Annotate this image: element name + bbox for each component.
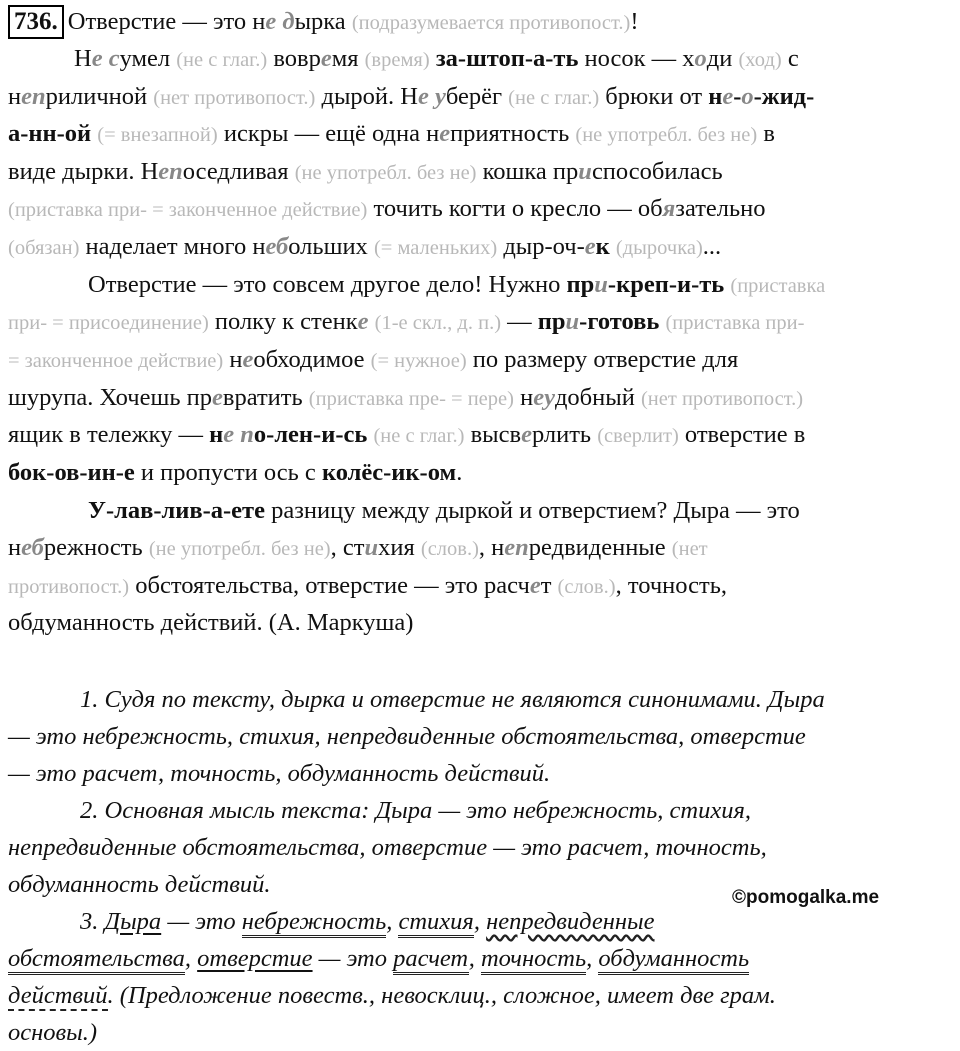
text-fragment: умел <box>119 45 177 72</box>
text-fragment: способилась <box>591 158 723 185</box>
morpheme-word: н <box>708 83 723 110</box>
comma: , <box>468 945 481 972</box>
text-fragment: обстоятельства, отверстие — это расч <box>129 572 530 599</box>
predicate-word: обстоятельства <box>8 945 185 975</box>
morpheme-word: за-штоп-а-ть <box>435 45 579 72</box>
text-fragment: точить когти о кресло — об <box>367 195 663 222</box>
subject-word: отверстие <box>197 945 313 972</box>
text-line <box>8 154 723 191</box>
highlighted-letter: е <box>521 421 532 448</box>
text-fragment: вовр <box>267 45 321 72</box>
answer-3-line-3 <box>8 977 776 1014</box>
text-fragment: носок — х <box>578 45 695 72</box>
text-fragment: ырка <box>294 8 352 35</box>
text-line <box>8 455 462 491</box>
predicate-word: небрежность <box>242 908 386 938</box>
text-fragment: н <box>223 346 243 373</box>
text-fragment: с <box>781 45 799 72</box>
text-line <box>8 380 803 417</box>
answer-2-line-2: непредвиденные обстоятельства, отверстие — это расчет, точность, <box>8 834 767 861</box>
grammar-note: (= нужное) <box>370 350 467 372</box>
grammar-note: (сверлит) <box>597 425 679 447</box>
text-fragment: хия <box>378 534 421 561</box>
text-line <box>74 41 799 78</box>
text-fragment: кошка пр <box>476 158 579 185</box>
text-fragment: обходимое <box>253 346 371 373</box>
text-line <box>88 493 800 529</box>
highlighted-letter: е <box>242 346 254 373</box>
grammar-note: (= внезапной) <box>97 124 218 146</box>
morpheme-word: - <box>733 83 742 110</box>
subject-word: Дыра <box>104 908 162 935</box>
morpheme-word: -жид- <box>753 83 815 110</box>
grammar-note: (не с глаг.) <box>176 49 268 71</box>
grammar-note: (нет противопост.) <box>153 87 316 109</box>
highlighted-letter: е <box>223 421 241 448</box>
text-line <box>8 417 805 454</box>
answer-1-line-2: — это небрежность, стихия, непредвиденные обстоятельства, отверстие <box>8 723 806 750</box>
highlighted-letter: еб <box>21 534 44 561</box>
text-fragment: редвиденные <box>528 534 672 561</box>
grammar-note: (не с глаг.) <box>508 87 600 109</box>
text-line <box>8 304 804 341</box>
highlighted-letter: д <box>282 8 295 35</box>
grammar-note: (ход) <box>738 49 782 71</box>
attribute-word: непредвиденные <box>486 908 655 935</box>
answer-2-line-1: 2. Основная мысль текста: Дыра — это небрежность, стихия, <box>80 797 751 824</box>
highlighted-letter: е <box>357 308 369 335</box>
text-fragment: Отверстие — это совсем другое дело! Нужно <box>88 271 567 298</box>
grammar-note: (приставка при- = законченное действие) <box>8 199 368 221</box>
highlighted-letter: у <box>434 83 446 110</box>
morpheme-word: У-лав-лив-а-ете <box>88 497 265 524</box>
answer-3-line-1 <box>80 903 655 940</box>
text-fragment: дырой. Н <box>315 83 418 110</box>
text-line <box>88 267 825 304</box>
highlighted-letter: е <box>265 8 277 35</box>
comma: , <box>586 945 599 972</box>
answer-1-line-1: 1. Судя по тексту, дырка и отверстие не являются синонимами. Дыра <box>80 686 825 713</box>
morpheme-word: а-нн-ой <box>8 120 92 147</box>
grammar-note: при- = присоединение) <box>8 312 209 334</box>
highlighted-letter: е <box>91 45 109 72</box>
grammar-note: (нет <box>671 538 708 560</box>
morpheme-word: н <box>209 421 224 448</box>
text-line <box>8 342 738 379</box>
grammar-note: (1-е скл., д. п.) <box>374 312 502 334</box>
text-fragment: Отверстие — это н <box>67 8 266 35</box>
highlighted-letter: и <box>565 308 580 335</box>
text-fragment: зательно <box>675 195 766 222</box>
answer-3-text: — это <box>161 908 242 935</box>
grammar-note: (не употребл. без не) <box>294 162 477 184</box>
predicate-word: обдуманность <box>598 945 749 975</box>
highlighted-letter: е <box>584 233 596 260</box>
text-fragment: шурупа. Хочешь пр <box>8 384 213 411</box>
text-fragment: оседливая <box>182 158 295 185</box>
text-fragment: . <box>456 459 463 486</box>
morpheme-word: колёс-ик-ом <box>321 459 457 486</box>
text-fragment: , точность, <box>615 572 728 599</box>
text-fragment: — <box>501 308 538 335</box>
text-line <box>8 605 413 641</box>
answer-3-line-4: основы.) <box>8 1019 98 1046</box>
text-fragment: режность <box>43 534 149 561</box>
highlighted-letter: е <box>212 384 223 411</box>
text-fragment: риличной <box>45 83 154 110</box>
text-fragment: н <box>8 534 22 561</box>
answer-3-line-2 <box>8 940 749 977</box>
grammar-note: (слов.) <box>557 576 616 598</box>
highlighted-letter: еб <box>265 233 289 260</box>
watermark: ©pomogalka.me <box>732 887 880 908</box>
comma: , <box>473 908 487 935</box>
exercise-number: 736. <box>8 5 64 39</box>
text-fragment: в <box>757 120 775 147</box>
morpheme-word: о-лен-и-сь <box>253 421 368 448</box>
predicate-word: стихия <box>398 908 473 938</box>
text-fragment: ди <box>706 45 739 72</box>
text-fragment: наделает много н <box>79 233 266 260</box>
text-fragment: высв <box>464 421 522 448</box>
answer-3-text: — это <box>312 945 394 972</box>
text-fragment: вратить <box>222 384 309 411</box>
morpheme-word: бок-ов-ин-е <box>8 459 135 486</box>
highlighted-letter: п <box>240 421 254 448</box>
highlighted-letter: еу <box>533 384 555 411</box>
text-fragment: полку к стенк <box>208 308 358 335</box>
grammar-note: = законченное действие) <box>8 350 224 372</box>
grammar-note: (нет противопост.) <box>640 388 804 410</box>
grammar-note: противопост.) <box>8 576 130 598</box>
text-fragment: искры — ещё одна н <box>217 120 440 147</box>
text-fragment: берёг <box>445 83 509 110</box>
highlighted-letter: еп <box>158 158 183 185</box>
grammar-note: (обязан) <box>8 237 80 259</box>
highlighted-letter: с <box>108 45 120 72</box>
text-fragment: брюки от <box>599 83 709 110</box>
text-fragment: приятность <box>450 120 576 147</box>
text-fragment: н <box>8 83 22 110</box>
highlighted-letter: е <box>439 120 451 147</box>
grammar-note: (приставка при- <box>665 312 805 334</box>
text-fragment: н <box>513 384 534 411</box>
text-fragment: добный <box>554 384 641 411</box>
text-fragment: ольших <box>288 233 374 260</box>
text-fragment: дыр-оч- <box>503 233 585 260</box>
highlighted-letter: е <box>529 572 541 599</box>
grammar-note: (не с глаг.) <box>373 425 465 447</box>
comma: , <box>184 945 198 972</box>
text-fragment: ... <box>702 233 722 260</box>
text-line <box>8 229 721 266</box>
grammar-note: (время) <box>364 49 430 71</box>
highlighted-letter: и <box>364 534 379 561</box>
text-line <box>8 4 639 41</box>
answer-1-line-3: — это расчет, точность, обдуманность действий. <box>8 760 551 787</box>
grammar-note: (приставка <box>730 275 826 297</box>
predicate-word: расчет <box>393 945 469 975</box>
text-fragment: ! <box>630 8 639 35</box>
highlighted-letter: о <box>694 45 707 72</box>
highlighted-letter: и <box>578 158 592 185</box>
text-fragment: , ст <box>330 534 365 561</box>
highlighted-letter: е <box>722 83 734 110</box>
morpheme-word: -готовь <box>579 308 660 335</box>
answer-2-line-3: обдуманность действий. <box>8 871 271 898</box>
morpheme-word: пр <box>566 271 595 298</box>
grammar-note: (не употребл. без не) <box>575 124 758 146</box>
grammar-note: (дырочка) <box>615 237 703 259</box>
text-fragment: мя <box>331 45 365 72</box>
text-line <box>8 530 708 567</box>
answer-3-number: 3. <box>80 908 105 935</box>
text-line <box>8 116 775 153</box>
highlighted-letter: еп <box>21 83 46 110</box>
text-fragment: обдуманность действий. (А. Маркуша) <box>8 609 414 636</box>
text-fragment: Н <box>74 45 92 72</box>
text-fragment: т <box>540 572 558 599</box>
highlighted-letter: еп <box>504 534 529 561</box>
text-line <box>8 191 766 228</box>
grammar-note: (= маленьких) <box>373 237 498 259</box>
text-fragment: рлить <box>531 421 598 448</box>
morpheme-word: к <box>595 233 610 260</box>
text-fragment: ящик в тележку — <box>8 421 210 448</box>
grammar-note: (подразумевается противопост.) <box>351 12 631 34</box>
morpheme-word: пр <box>537 308 566 335</box>
text-fragment: отверстие в <box>678 421 806 448</box>
text-fragment: , н <box>478 534 505 561</box>
highlighted-letter: о <box>741 83 754 110</box>
answer-3-text: . (Предложение повеств., невосклиц., сложное, имеет две грам. <box>107 982 776 1009</box>
morpheme-word: -креп-и-ть <box>607 271 725 298</box>
text-fragment: по размеру отверстие для <box>466 346 739 373</box>
comma: , <box>386 908 399 935</box>
text-fragment: и пропусти ось с <box>134 459 322 486</box>
text-fragment: виде дырки. Н <box>8 158 159 185</box>
text-line <box>8 79 814 116</box>
text-line <box>8 568 727 605</box>
text-fragment: разницу между дыркой и отверстием? Дыра — это <box>264 497 800 524</box>
grammar-note: (слов.) <box>420 538 479 560</box>
predicate-word: точность <box>481 945 586 975</box>
complement-word: действий <box>8 982 108 1009</box>
highlighted-letter: и <box>594 271 608 298</box>
grammar-note: (не употребл. без не) <box>148 538 331 560</box>
grammar-note: (приставка пре- = пере) <box>308 388 514 410</box>
highlighted-letter: е <box>417 83 435 110</box>
highlighted-letter: е <box>320 45 332 72</box>
highlighted-letter: я <box>662 195 676 222</box>
